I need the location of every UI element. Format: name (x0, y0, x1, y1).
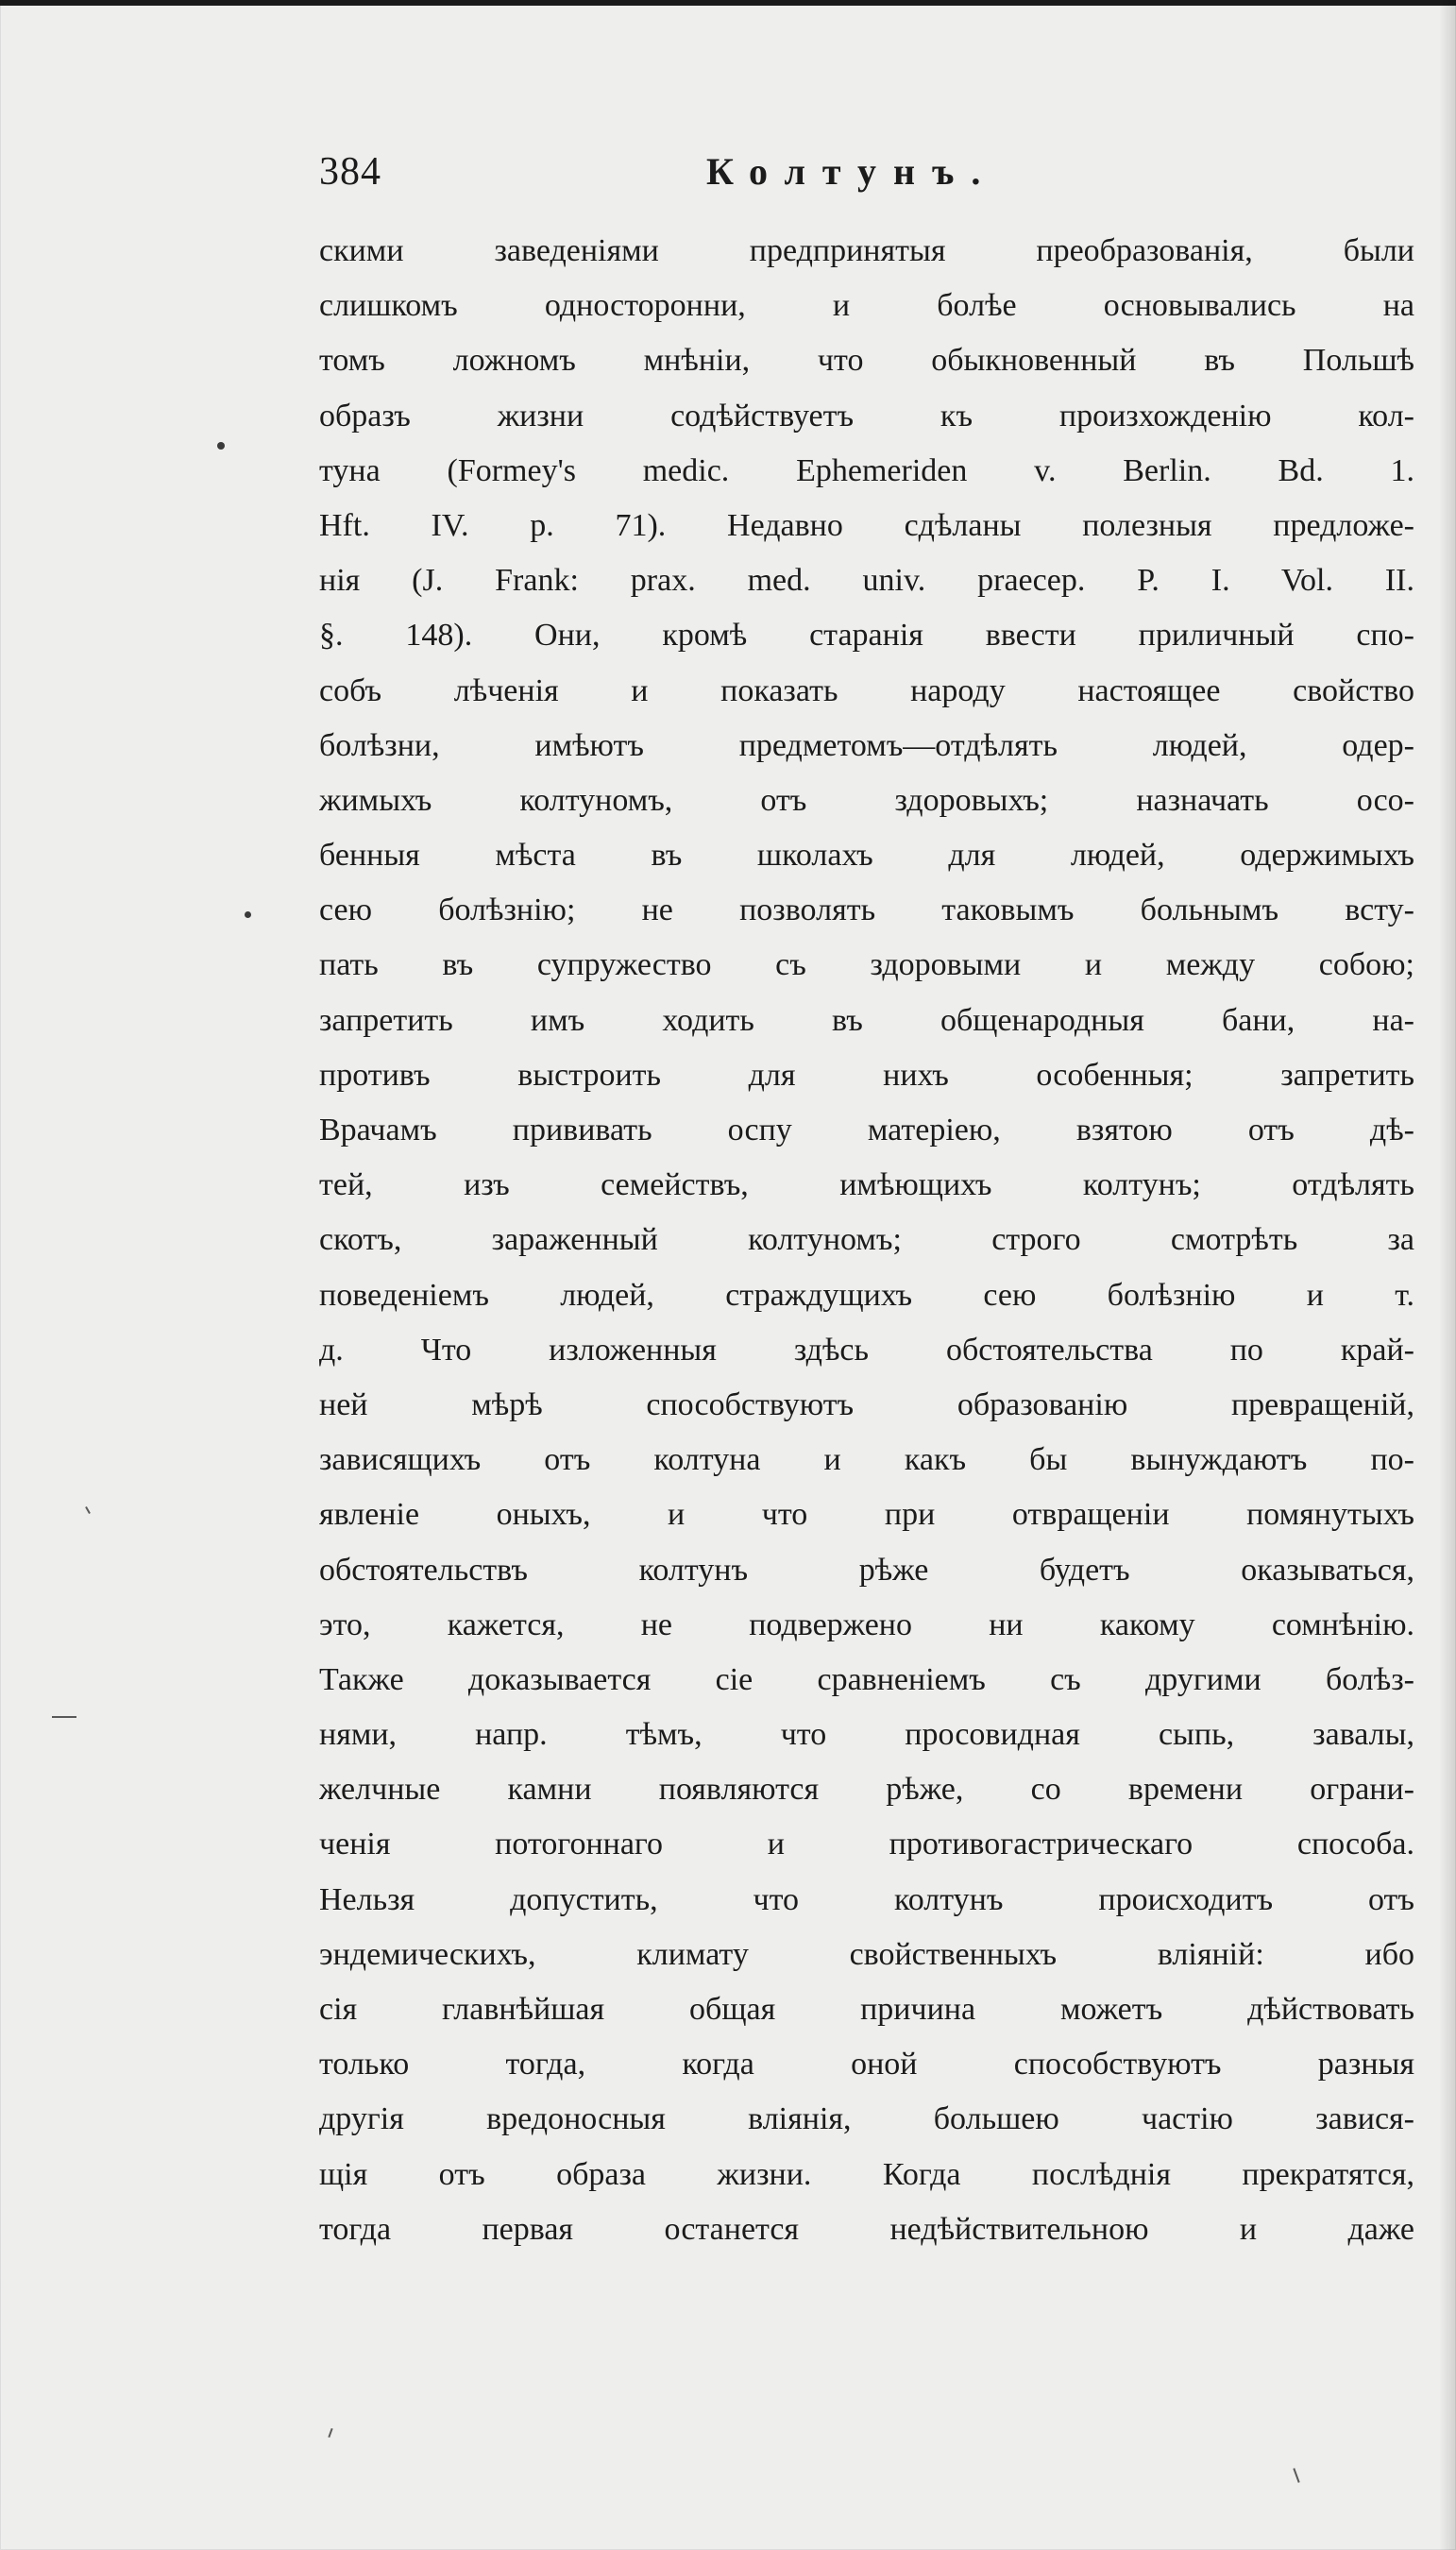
text-line: желчные камни появляются рѣже, со времени ограни- (319, 1772, 1414, 1808)
text-line: томъ ложномъ мнѣніи, что обыкновенный въ Польшѣ (319, 343, 1414, 379)
text-line: только тогда, когда оной способствуютъ разныя (319, 2047, 1414, 2082)
text-line: Также доказывается сіе сравненіемъ съ другими болѣз- (319, 1661, 1414, 1697)
scan-scratch (52, 1716, 76, 1718)
text-line: болѣзни, имѣютъ предметомъ—отдѣлять людей, одер- (319, 727, 1414, 763)
running-title: Колтунъ. (706, 150, 998, 193)
scan-speck (217, 442, 225, 450)
text-line: тогда первая останется недѣйствительною и даже (319, 2211, 1414, 2247)
text-line: другія вредоносныя вліянія, большею частію завися- (319, 2101, 1414, 2137)
text-line: скотъ, зараженный колтуномъ; строго смотрѣть за (319, 1222, 1414, 1258)
text-line: поведеніемъ людей, страждущихъ сею болѣзнію и т. (319, 1277, 1414, 1313)
text-line: сія главнѣйшая общая причина можетъ дѣйствовать (319, 1992, 1414, 2027)
text-line: бенныя мѣста въ школахъ для людей, одержимыхъ (319, 838, 1414, 874)
text-line: собъ лѣченія и показать народу настоящее свойство (319, 672, 1414, 708)
text-line: запретить имъ ходить въ общенародныя бани, на- (319, 1002, 1414, 1038)
text-line: ченія потогоннаго и противогастрическаго способа. (319, 1827, 1414, 1862)
text-line: явленіе оныхъ, и что при отвращеніи помянутыхъ (319, 1497, 1414, 1533)
text-line: тей, изъ семействъ, имѣющихъ колтунъ; отдѣлять (319, 1167, 1414, 1203)
text-line: обстоятельствъ колтунъ рѣже будетъ оказываться, (319, 1552, 1414, 1588)
text-line: ней мѣрѣ способствуютъ образованію превращеній, (319, 1386, 1414, 1422)
text-line: скими заведеніями предпринятыя преобразованія, были (319, 233, 1414, 268)
text-line: нями, напр. тѣмъ, что просовидная сыпь, завалы, (319, 1717, 1414, 1753)
text-line: противъ выстроить для нихъ особенныя; запретить (319, 1057, 1414, 1093)
text-line: нія (J. Frank: prax. med. univ. praecep. P. I. Vol. II. (319, 563, 1414, 599)
text-line: слишкомъ односторонни, и болѣе основывались на (319, 288, 1414, 324)
scan-scratch (1293, 2468, 1299, 2483)
text-line: сею болѣзнію; не позволять таковымъ больнымъ всту- (319, 892, 1414, 928)
text-line: жимыхъ колтуномъ, отъ здоровыхъ; назначать осо- (319, 782, 1414, 818)
text-line: образъ жизни содѣйствуетъ къ произхожденію кол- (319, 398, 1414, 434)
text-line: д. Что изложенныя здѣсь обстоятельства по край- (319, 1332, 1414, 1368)
text-line: зависящихъ отъ колтуна и какъ бы вынуждаютъ по- (319, 1442, 1414, 1478)
page-number: 384 (319, 150, 381, 194)
scan-scratch (85, 1506, 91, 1514)
page-header (319, 144, 1424, 210)
scan-scratch (328, 2428, 332, 2438)
text-line: пать въ супружество съ здоровыми и между собою; (319, 947, 1414, 983)
text-line: щія отъ образа жизни. Когда послѣднія прекратятся, (319, 2156, 1414, 2192)
text-line: §. 148). Они, кромѣ старанія ввести приличный спо- (319, 618, 1414, 654)
text-line: Врачамъ прививать оспу матеріею, взятою отъ дѣ- (319, 1113, 1414, 1148)
scan-speck (245, 911, 251, 918)
body-text (319, 224, 1414, 2257)
scan-top-border (0, 0, 1456, 6)
text-line: эндемическихъ, климату свойственныхъ вліяній: ибо (319, 1936, 1414, 1972)
text-line: это, кажется, не подвержено ни какому сомнѣнію. (319, 1606, 1414, 1642)
text-line: Нельзя допустить, что колтунъ происходитъ отъ (319, 1881, 1414, 1917)
text-line: туна (Formey's medic. Ephemeriden v. Berlin. Bd. 1. (319, 452, 1414, 488)
text-line: Hft. IV. p. 71). Недавно сдѣланы полезныя предложе- (319, 507, 1414, 543)
page-edge-shadow (1439, 0, 1456, 2550)
